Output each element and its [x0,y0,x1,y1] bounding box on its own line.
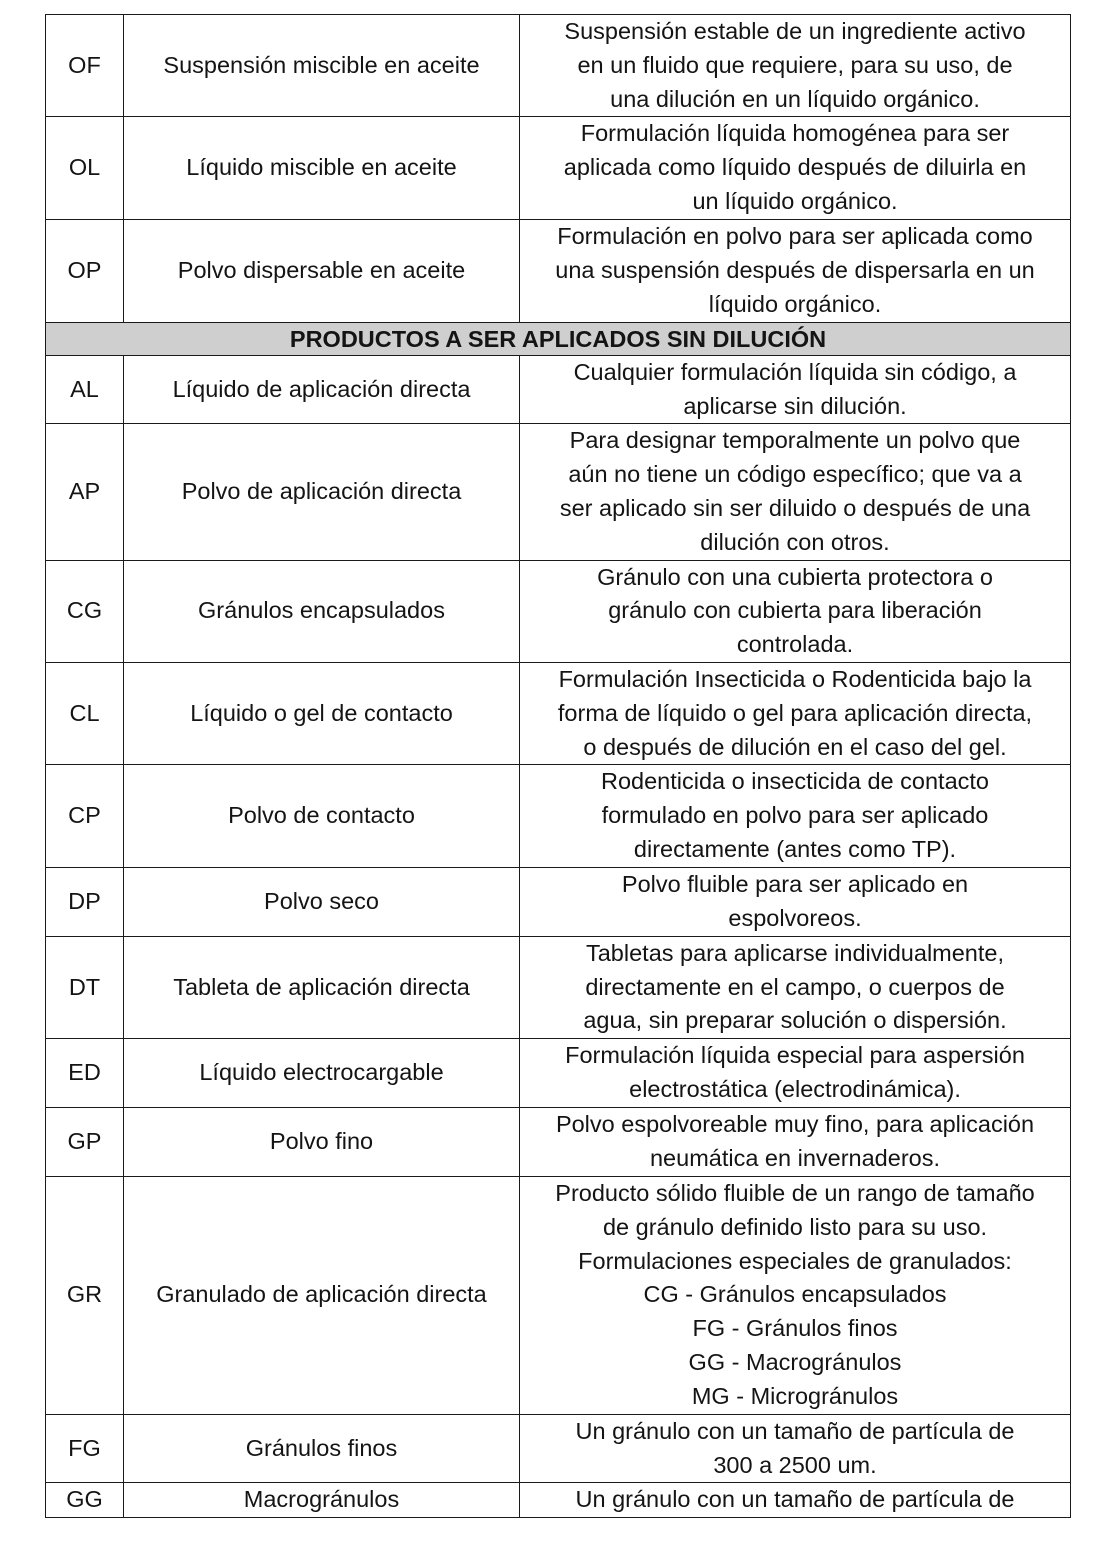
table-body [46,15,1071,1518]
description-line: un líquido orgánico. [692,187,898,214]
description-line: directamente en el campo, o cuerpos de [585,973,1005,1000]
table-row [46,936,1071,1038]
description-cell [520,1176,1071,1414]
table-row [46,424,1071,560]
description-line: formulado en polvo para ser aplicado [601,802,989,829]
code-cell: FG [46,1414,124,1483]
description-cell [520,765,1071,867]
description-line: o después de dilución en el caso del gel. [583,733,1007,760]
description-cell [520,1039,1071,1108]
description-cell [520,15,1071,117]
description-cell [520,867,1071,936]
code-cell: OP [46,219,124,322]
name-cell: Líquido electrocargable [124,1039,520,1108]
code-cell: OL [46,117,124,219]
description-line: Tabletas para aplicarse individualmente, [585,939,1005,966]
description-line: aplicarse sin dilución. [683,392,907,419]
name-cell: Gránulos encapsulados [124,560,520,662]
name-cell: Líquido o gel de contacto [124,662,520,764]
name-cell: Polvo dispersable en aceite [124,219,520,322]
code-cell: GG [46,1483,124,1518]
table-row [46,1108,1071,1177]
name-cell: Macrogránulos [124,1483,520,1518]
description-line: en un fluido que requiere, para su uso, de [577,51,1013,78]
table-row [46,560,1071,662]
description-line: Suspensión estable de un ingrediente activo [564,18,1026,44]
description-line: Un gránulo con un tamaño de partícula de [575,1486,1015,1513]
section-header: PRODUCTOS A SER APLICADOS SIN DILUCIÓN [46,322,1071,355]
description-line: Polvo espolvoreable muy fino, para aplicación [555,1111,1035,1138]
description-line: Polvo fluible para ser aplicado en [621,870,969,897]
description-cell [520,1414,1071,1483]
description-line: líquido orgánico. [708,290,882,317]
description-line: aún no tiene un código específico; que va a [568,461,1022,488]
description-line: CG - Gránulos encapsulados [643,1281,947,1308]
description-line: Formulación líquida especial para aspersión [565,1042,1025,1069]
table-row [46,15,1071,117]
code-cell: AP [46,424,124,560]
description-cell [520,424,1071,560]
name-cell: Polvo de aplicación directa [124,424,520,560]
name-cell: Líquido miscible en aceite [124,117,520,219]
description-line: dilución con otros. [700,528,890,555]
code-cell: ED [46,1039,124,1108]
description-line: Formulación en polvo para ser aplicada como [557,223,1033,250]
section-header-row [46,322,1071,355]
table-row [46,867,1071,936]
table-row [46,355,1071,424]
description-line: GG - Macrogránulos [688,1348,902,1375]
description-line: forma de líquido o gel para aplicación directa, [557,699,1033,726]
code-cell: CP [46,765,124,867]
table-row [46,1176,1071,1414]
code-cell: GP [46,1108,124,1177]
description-line: ser aplicado sin ser diluido o después de una [559,494,1031,521]
name-cell: Granulado de aplicación directa [124,1176,520,1414]
description-line: una dilución en un líquido orgánico. [610,85,980,112]
description-line: Formulaciones especiales de granulados: [578,1247,1012,1274]
description-cell [520,560,1071,662]
description-cell [520,355,1071,424]
description-line: FG - Gránulos finos [692,1315,898,1342]
table-row [46,1414,1071,1483]
description-line: aplicada como líquido después de diluirla en [563,154,1027,181]
table-row [46,662,1071,764]
code-cell: DP [46,867,124,936]
name-cell: Gránulos finos [124,1414,520,1483]
description-cell [520,117,1071,219]
description-line: Un gránulo con un tamaño de partícula de [575,1417,1015,1444]
code-cell: CG [46,560,124,662]
name-cell: Líquido de aplicación directa [124,355,520,424]
description-line: Para designar temporalmente un polvo que [569,427,1021,454]
table-row [46,1483,1071,1518]
description-line: Rodenticida o insecticida de contacto [601,768,989,795]
description-line: controlada. [736,631,854,658]
name-cell: Tableta de aplicación directa [124,936,520,1038]
code-cell: GR [46,1176,124,1414]
description-line: espolvoreos. [728,904,862,931]
description-line: agua, sin preparar solución o dispersión. [583,1007,1007,1034]
table-row [46,1039,1071,1108]
description-line: 300 a 2500 um. [713,1451,877,1478]
description-cell [520,1483,1071,1518]
name-cell: Polvo fino [124,1108,520,1177]
description-line: Gránulo con una cubierta protectora o [597,563,993,590]
description-line: MG - Microgránulos [691,1382,899,1409]
code-cell: CL [46,662,124,764]
description-line: de gránulo definido listo para su uso. [602,1213,988,1240]
code-cell: OF [46,15,124,117]
description-cell [520,662,1071,764]
name-cell: Polvo de contacto [124,765,520,867]
description-line: neumática en invernaderos. [649,1144,940,1171]
description-line: Formulación Insecticida o Rodenticida bajo la [558,665,1032,692]
description-line: Cualquier formulación líquida sin código, a [573,358,1017,385]
code-cell: DT [46,936,124,1038]
code-cell: AL [46,355,124,424]
name-cell: Polvo seco [124,867,520,936]
description-cell [520,219,1071,322]
description-line: una suspensión después de dispersarla en un [555,256,1035,283]
table-row [46,117,1071,219]
table-row [46,219,1071,322]
description-line: electrostática (electrodinámica). [629,1076,961,1103]
formulation-codes-table [45,14,1071,1518]
description-cell [520,1108,1071,1177]
description-cell [520,936,1071,1038]
name-cell: Suspensión miscible en aceite [124,15,520,117]
description-line: Producto sólido fluible de un rango de tamaño [555,1179,1035,1206]
table-row [46,765,1071,867]
description-line: Formulación líquida homogénea para ser [580,120,1010,147]
description-line: gránulo con cubierta para liberación [608,597,982,624]
description-line: directamente (antes como TP). [633,835,957,862]
